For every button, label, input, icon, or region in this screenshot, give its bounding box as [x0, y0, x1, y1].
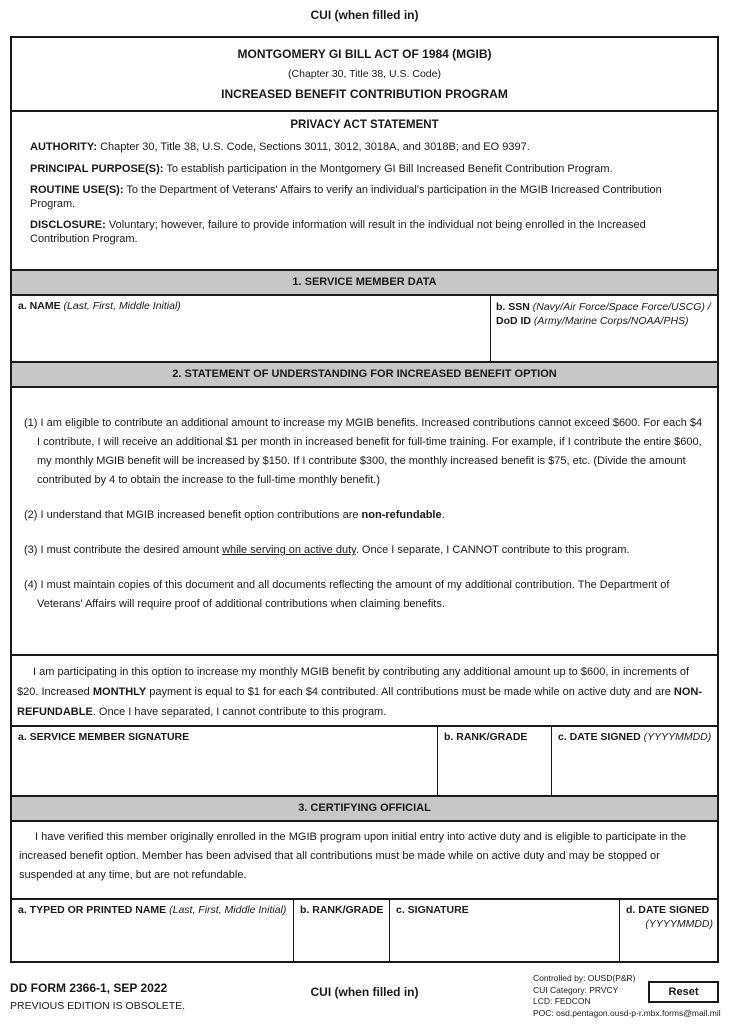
rank-grade-field[interactable]	[437, 727, 551, 795]
statement-3: (3) I must contribute the desired amount while serving on active duty. Once I separate, I CANNOT contribute to this program.	[24, 544, 630, 556]
statement-1: (1) I am eligible to contribute an additional amount to increase my MGIB benefits. Increased contributions cannot exceed $600. For each $4 I contribute, I will receive an additional $1 per month in increased benefit for full-time training. For example, if I contribute the entire $600, my monthly MGIB benefit will be increased by $150. If I contribute $300, the monthly increased benefit is $75, etc. (Divide the amount contributed by 4 to obtain the increase to the full-time monthly benefit.)	[24, 417, 703, 486]
form-program-title: INCREASED BENEFIT CONTRIBUTION PROGRAM	[221, 87, 508, 101]
date-signed-hint: (YYYYMMDD)	[643, 731, 712, 743]
service-member-signature-label: a. SERVICE MEMBER SIGNATURE	[18, 731, 190, 743]
typed-name-hint: (Last, First, Middle Initial)	[169, 904, 287, 916]
official-date-signed-label: d. DATE SIGNED	[626, 904, 710, 916]
statement-4: (4) I must maintain copies of this document and all documents reflecting the amount of my additional contribution. The Department of Veterans' Affairs will require proof of additional contributions when claiming benefits.	[24, 579, 670, 610]
form-number: DD FORM 2366-1, SEP 2022	[10, 981, 168, 995]
service-member-data-row	[12, 296, 717, 363]
statement-2: (2) I understand that MGIB increased benefit option contributions are non-refundable.	[24, 509, 445, 521]
poc: POC: osd.pentagon.ousd-p-r.mbx.forms@mail.mil	[533, 1007, 721, 1018]
cui-category: CUI Category: PRVCY	[533, 984, 619, 995]
certifying-official-row	[12, 900, 717, 961]
service-member-signature-row	[12, 727, 717, 797]
official-date-signed-hint: (YYYYMMDD)	[645, 918, 713, 930]
cui-banner-top: CUI (when filled in)	[310, 8, 419, 22]
dodid-hint: (Army/Marine Corps/NOAA/PHS)	[533, 315, 689, 327]
dodid-label: DoD ID	[496, 315, 531, 327]
section-1-header: 1. SERVICE MEMBER DATA	[12, 271, 717, 296]
name-label: a. NAME	[18, 300, 61, 312]
official-signature-label: c. SIGNATURE	[396, 904, 469, 916]
statement-of-understanding	[12, 388, 717, 656]
previous-edition-note: PREVIOUS EDITION IS OBSOLETE.	[10, 1000, 186, 1012]
form-subtitle: (Chapter 30, Title 38, U.S. Code)	[288, 68, 441, 80]
controlled-by: Controlled by: OUSD(P&R)	[533, 973, 636, 983]
official-date-signed-field[interactable]	[619, 900, 717, 961]
rank-grade-label: b. RANK/GRADE	[444, 731, 528, 743]
form-title-block	[12, 38, 717, 112]
privacy-routine-use: ROUTINE USE(S): To the Department of Veterans' Affairs to verify an individual's participation in the MGIB Increased Contribution Program.	[30, 184, 662, 210]
privacy-act-statement	[12, 112, 717, 271]
ssn-label: b. SSN	[496, 301, 530, 313]
ssn-dodid-field[interactable]	[490, 296, 717, 361]
certifying-official-paragraph: I have verified this member originally enrolled in the MGIB program upon initial entry into active duty and is eligible to participate in the increased benefit option. Member has been advised that all contributions must be made while on active duty and may be stopped or suspended at any time, but are not refundable.	[12, 822, 717, 900]
section-2-header: 2. STATEMENT OF UNDERSTANDING FOR INCREASED BENEFIT OPTION	[12, 363, 717, 388]
official-rank-grade-label: b. RANK/GRADE	[300, 904, 384, 916]
privacy-title: PRIVACY ACT STATEMENT	[290, 119, 439, 131]
name-field[interactable]	[12, 296, 490, 361]
form-title: MONTGOMERY GI BILL ACT OF 1984 (MGIB)	[237, 47, 492, 61]
date-signed-label: c. DATE SIGNED	[558, 731, 641, 743]
date-signed-field[interactable]	[551, 727, 717, 795]
privacy-disclosure: DISCLOSURE: Voluntary; however, failure to provide information will result in the individual not being enrolled in the Increased Contribution Program.	[30, 219, 646, 245]
typed-name-label: a. TYPED OR PRINTED NAME	[18, 904, 167, 916]
lcd: LCD: FEDCON	[533, 996, 591, 1006]
privacy-authority: AUTHORITY: Chapter 30, Title 38, U.S. Code, Sections 3011, 3012, 3018A, and 3018B; and EO 9397.	[30, 141, 530, 153]
form-body	[10, 36, 719, 963]
typed-name-field[interactable]	[12, 900, 293, 961]
service-member-signature-field[interactable]	[12, 727, 437, 795]
cui-banner-bottom: CUI (when filled in)	[310, 985, 419, 999]
name-hint: (Last, First, Middle Initial)	[63, 300, 181, 312]
participation-paragraph: I am participating in this option to increase my monthly MGIB benefit by contributing any additional amount up to $600, in increments of $20. Increased MONTHLY payment is equal to $1 for each $4 contributed. All contributions must be made while on active duty and are NON-REFUNDABLE. Once I have separated, I cannot contribute to this program.	[12, 656, 717, 727]
reset-button[interactable]: Reset	[648, 981, 719, 1003]
ssn-hint: (Navy/Air Force/Space Force/USCG) /	[532, 301, 711, 313]
section-3-header: 3. CERTIFYING OFFICIAL	[12, 797, 717, 822]
official-signature-field[interactable]	[389, 900, 619, 961]
privacy-principal-purpose: PRINCIPAL PURPOSE(S): To establish participation in the Montgomery GI Bill Increased Benefit Contribution Program.	[30, 162, 613, 175]
official-rank-grade-field[interactable]	[293, 900, 389, 961]
